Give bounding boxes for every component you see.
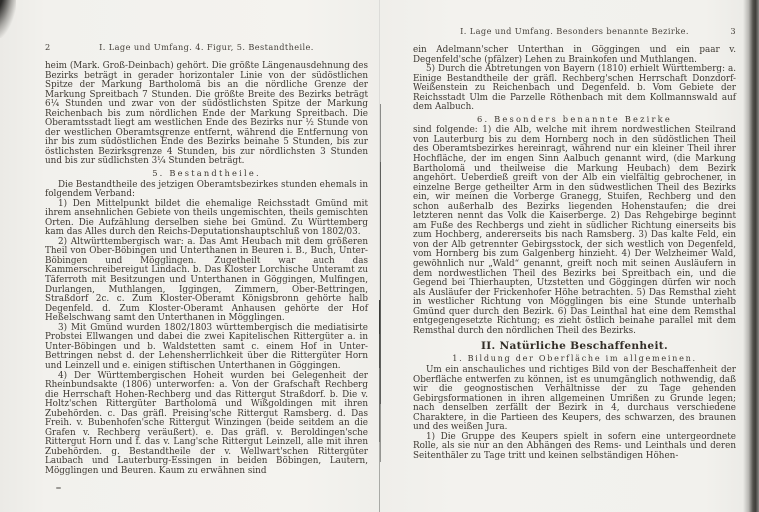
paragraph-continuation-left: heim (Mark. Groß-Deinbach) gehört. Die größte Längenausdehnung des Bezirks beträgt in gerader horizontaler Linie von der südöstlichen Spitze der Markung Bartholomä bis an die nördliche Grenze der Markung Spreitbach 7 Stunden. Die größte Breite des Bezirks beträgt 6¼ Stunden und zwar von der südöstlichsten Spitze der Markung Reichenbach bis zum nördlichen Ende der Markung Spreitbach. Die Oberamtsstadt liegt am westlichen Ende des Bezirks nur ½ Stunde von der westlichen Oberamtsgrenze entfernt, während die Entfernung von ihr bis zum südöstlichen Ende des Bezirks beinahe 5 Stunden, bis zur östlichsten Bezirksgrenze 4 Stunden, bis zur nördlichsten 3 Stunden und bis zur südlichsten 3¼ Stunden beträgt. [45,61,368,167]
paragraph-oberflaeche-intro: Um ein anschauliches und richtiges Bild von der Beschaffenheit der Oberfläche entwerfen zu können, ist es unumgänglich nothwendig, daß wir die geognostischen Verhältnisse der zu Tage gehenden Gebirgsformationen in ihren allgemeinen Umrißen zu Grunde legen; nach denselben zerfällt der Bezirk in 4, durchaus verschiedene Charaktere, in die Partieen des Keupers, des schwarzen, des braunen und des weißen Jura. [413,364,736,433]
paragraph-verband-intro: Die Bestandtheile des jetzigen Oberamtsbezirkes stunden ehemals in folgendem Verband: [45,179,368,200]
paragraph-item-5: 5) Durch die Abtretungen von Bayern (1810) erhielt Württemberg: a. Einige Bestandtheile der gräfl. Rechberg'schen Herrschaft Donzdorf-Weißenstein zu Reichenbach und Degenfeld. b. Vom Gebiete der Reichsstadt Ulm die Parzelle Röthenbach mit dem Kollmannswald auf dem Aalbuch. [413,64,736,113]
right-running-header: I. Lage und Umfang. Besonders benannte Bezirke. [460,26,689,36]
left-page-header [45,42,368,52]
right-page-header [413,26,736,36]
chapter-heading-natuerliche-beschaffenheit: II. Natürliche Beschaffenheit. [481,340,668,353]
left-page [45,42,368,477]
right-page [413,26,736,461]
paragraph-item-2: 2) Altwürttembergisch war: a. Das Amt Heubach mit dem größeren Theil von Ober-Böbingen und Unterthanen in Beuren i. B., Buch, Unter-Böbingen und Mögglingen. Zugetheilt war auch das Kammerschreibereigut Lindach. b. Das Kloster Lorchische Unteramt zu Täferroth mit Besitzungen und Unterthanen in Göggingen, Mulfingen, Durlangen, Muthlangen, Iggingen, Zimmern, Ober-Bettringen, Straßdorf 2c. c. Zum Kloster-Oberamt Königsbronn gehörte halb Degenfeld. d. Zum Kloster-Oberamt Anhausen gehörte der Hof Heßelschwang samt den Unterthanen in Mögglingen. [45,236,368,324]
heading-bestandtheile: 5. Bestandtheile. [152,168,261,179]
right-page-body [413,46,736,461]
scan-corner-artifact [0,0,16,38]
scan-speck [56,487,61,489]
page-gutter-shadow [379,0,380,300]
left-page-number: 2 [45,42,51,52]
paragraph-item-1: 1) Den Mittelpunkt bildet die ehemalige Reichsstadt Gmünd mit ihrem ansehnlichen Gebiete von theils ungemischten, theils gemischten Orten. Die Aufzählung derselben siehe bei Gmünd. Zu Württemberg kam das Alles durch den Reichs-Deputationshauptschluß von 1802/03. [45,198,368,238]
paragraph-keuper: 1) Die Gruppe des Keupers spielt in sofern eine untergeordnete Rolle, als sie nur an den Abhängen des Rems- und Leinthals und deren Seitenthäler zu Tage tritt und keinen selbständigen Höhen- [413,431,736,461]
heading-besondere-bezirke: 6. Besonders benannte Bezirke [476,113,673,124]
right-page-number: 3 [730,26,736,36]
paragraph-item-4: 4) Der Württembergischen Hoheit wurden bei Gelegenheit der Rheinbundsakte (1806) unterworfen: a. Von der Grafschaft Rechberg die Herrschaft Hohen-Rechberg und das Rittergut Straßdorf. b. Die v. Holtz'schen Rittergüter Bartholomä und Wißgoldingen mit ihren Zubehörden. c. Das gräfl. Preising'sche Rittergut Ramsberg. d. Das Freih. v. Bubenhofen'sche Rittergut Winzingen (beide seitdem an die Grafen v. Rechberg veräußert). e. Das gräfl. v. Beroldingen'sche Rittergut Horn und f. das v. Lang'sche Rittergut Leinzell, alle mit ihren Zubehörden. g. Bestandtheile der v. Wellwart'schen Rittergüter Laubach und Lauterburg-Essingen in beiden Böbingen, Lautern, Mögglingen und Beuren. Kaum zu erwähnen sind [45,370,368,476]
paragraph-bezirke: sind folgende: 1) die Alb, welche mit ihrem nordwestlichen Steilrand von Lauterburg bis zu dem Hornberg noch in den südöstlichen Theil des Oberamtsbezirkes hereinragt, während nur ein kleiner Theil ihrer Hochfläche, der im engen Sinn Aalbuch genannt wird, (die Markung Bartholomä und theilweise die Markung Heubach) dem Bezirk angehört. Ueberdieß greift von der Alb ein vielfältig gebrochener, in einzelne Berge getheilter Arm in den südwestlichen Theil des Bezirks ein, wir meinen die Vorberge Granegg, Stuifen, Rechberg und den schon außerhalb des Bezirks liegenden Hohenstaufen; die drei letzteren nennt das Volk die Kaiserberge. 2) Das Rehgebirge beginnt am Fuße des Rechbergs und zieht in südlicher Richtung einerseits bis zum Hochberg, andererseits bis nach Ramsberg. 3) Das kalte Feld, ein von der Alb getrennter Gebirgsstock, der sich westlich von Degenfeld, vom Hornberg bis zum Galgenberg hinzieht. 4) Der Welzheimer Wald, gewöhnlich nur „Wald“ genannt, greift noch mit seinen Ausläufern in dem nordwestlichen Theil des Bezirks bei Spreitbach ein, und die Gegend bei Thierhaupten, Utzstetten und Göggingen dürfen wir noch als Ausläufer der Frickenhofer Höhe betrachten. 5) Das Remsthal zieht in westlicher Richtung von Mögglingen bis eine Stunde unterhalb Gmünd quer durch den Bezirk. 6) Das Leinthal hat eine dem Remsthal entgegengesetzte Richtung; es zieht östlich beinahe parallel mit dem Remsthal durch den nördlichen Theil des Bezirks. [413,125,736,336]
section-heading-bildung-oberflaeche: 1. Bildung der Oberfläche im allgemeinen. [452,353,697,364]
left-running-header: I. Lage und Umfang. 4. Figur, 5. Bestandtheile. [99,42,314,52]
paragraph-continuation-right: ein Adelmann'scher Unterthan in Göggingen und ein paar v. Degenfeld'sche (pfälzer) Lehen zu Brainkofen und Muthlangen. [413,45,736,65]
paragraph-item-3: 3) Mit Gmünd wurden 1802/1803 württembergisch die mediatisirte Probstei Ellwangen und dabei die zwei Kapitelischen Rittergüter a. in Unter-Böbingen und b. Waldstetten samt c. einem Hof in Unter-Bettringen nebst d. der Lehensherrlichkeit über die Rittergüter Horn und Leinzell und e. einigen stiftischen Unterthanen in Göggingen. [45,322,368,371]
scan-edge-shadow [743,0,759,512]
left-page-body [45,62,368,477]
